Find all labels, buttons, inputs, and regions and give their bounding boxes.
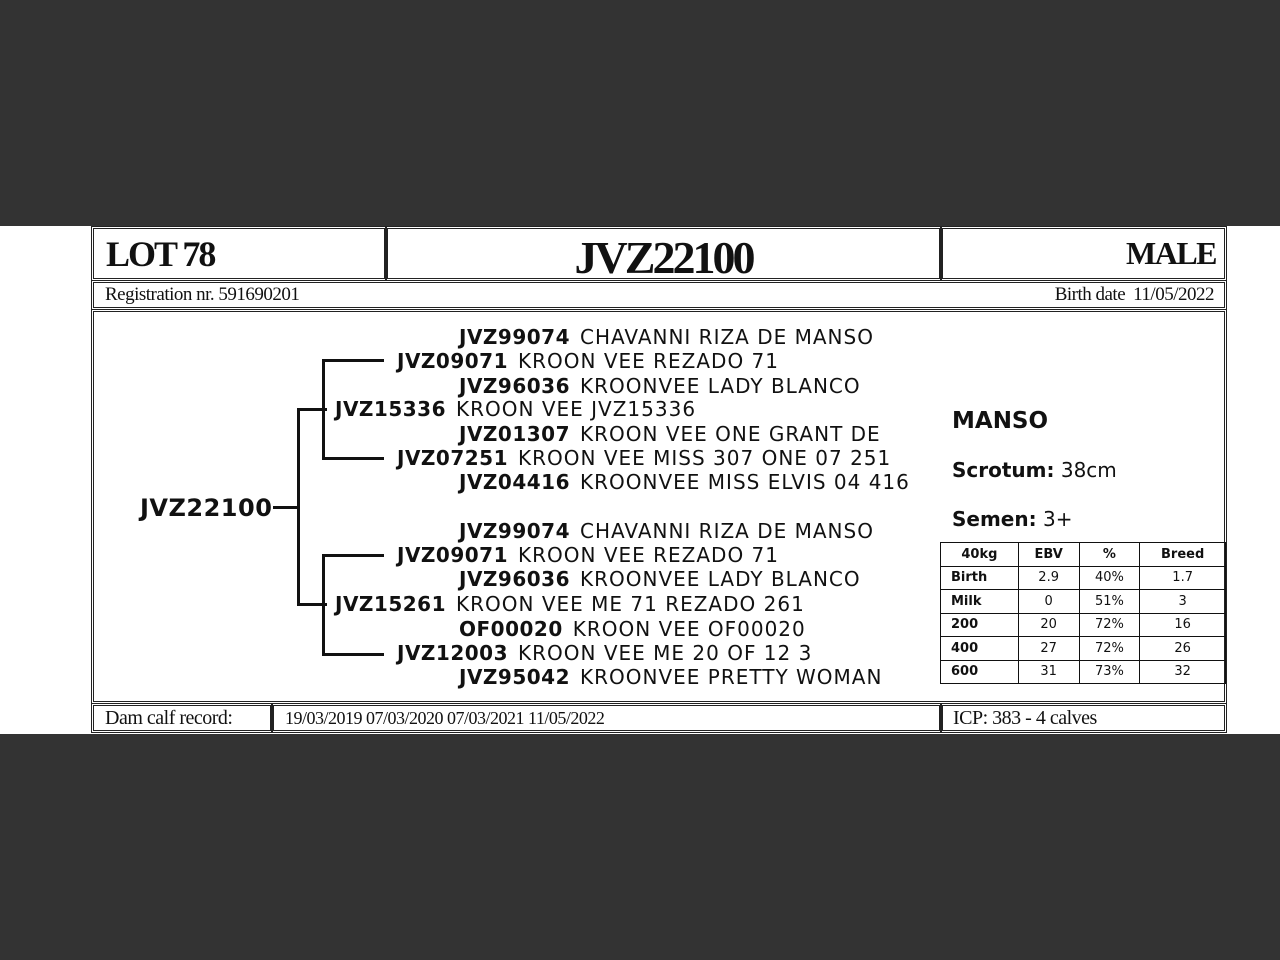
animal-code: JVZ96036 <box>459 374 571 398</box>
table-row <box>941 660 1226 684</box>
pedigree-dam-sire-sire <box>459 521 874 541</box>
row-label: Milk <box>941 590 1019 614</box>
scrotum-info <box>952 458 1117 482</box>
table-cell: 26 <box>1140 637 1226 661</box>
table-cell: 2.9 <box>1018 566 1079 590</box>
row-label: 200 <box>941 613 1019 637</box>
pedigree-dam-sire-dam <box>459 569 861 589</box>
ebv-table <box>940 542 1226 684</box>
icp-value: ICP: 383 - 4 calves <box>953 707 1097 729</box>
animal-code: JVZ15336 <box>335 397 447 421</box>
table-cell: 3 <box>1140 590 1226 614</box>
animal-name: KROON VEE ME 20 OF 12 3 <box>518 641 813 665</box>
connector-line <box>322 554 325 656</box>
animal-code: JVZ09071 <box>397 543 509 567</box>
table-cell: 72% <box>1079 637 1140 661</box>
connector-line <box>322 457 384 460</box>
table-cell: 20 <box>1018 613 1079 637</box>
table-row <box>941 637 1226 661</box>
animal-code: JVZ15261 <box>335 592 447 616</box>
pedigree-dam-dam <box>397 643 812 663</box>
birth-date-label: Birth date <box>1054 284 1126 305</box>
row-label: 600 <box>941 660 1019 684</box>
connector-line <box>322 359 384 362</box>
animal-code: JVZ09071 <box>397 349 509 373</box>
table-cell: 73% <box>1079 660 1140 684</box>
table-cell: 1.7 <box>1140 566 1226 590</box>
animal-name: KROONVEE MISS ELVIS 04 416 <box>580 470 910 494</box>
icp-box <box>942 705 1225 731</box>
row-label: Birth <box>941 566 1019 590</box>
column-header: % <box>1079 543 1140 567</box>
registration-bar <box>93 282 1225 308</box>
pedigree-sire-sire-dam <box>459 376 861 396</box>
pedigree-dam-dam-sire <box>459 619 806 639</box>
scrotum-value: 38cm <box>1060 458 1117 482</box>
pedigree-dam-sire <box>397 545 779 565</box>
semen-label: Semen: <box>952 507 1037 531</box>
dam-calf-dates: 19/03/2019 07/03/2020 07/03/2021 11/05/2022 <box>285 708 605 728</box>
connector-line <box>322 359 325 460</box>
connector-line <box>273 506 298 509</box>
lot-box <box>93 228 385 279</box>
lot-number: LOT 78 <box>106 234 215 274</box>
pedigree-sire <box>335 399 696 419</box>
birth-date <box>1055 284 1214 306</box>
table-cell: 31 <box>1018 660 1079 684</box>
table-row <box>941 613 1226 637</box>
animal-name: KROON VEE REZADO 71 <box>518 349 780 373</box>
column-header: 40kg <box>941 543 1019 567</box>
animal-sex: MALE <box>1126 235 1216 271</box>
animal-name: CHAVANNI RIZA DE MANSO <box>580 519 874 543</box>
pedigree-dam-dam-dam <box>459 667 882 687</box>
connector-line <box>297 408 300 606</box>
animal-id-box <box>387 228 940 283</box>
table-row <box>941 566 1226 590</box>
animal-name: KROON VEE OF00020 <box>572 617 806 641</box>
dam-calf-dates-box <box>273 705 940 731</box>
column-header: EBV <box>1018 543 1079 567</box>
birth-date-value: 11/05/2022 <box>1133 284 1214 305</box>
dam-calf-label-box <box>93 705 271 731</box>
pedigree-dam <box>335 594 805 614</box>
animal-name: KROON VEE ME 71 REZADO 261 <box>456 592 805 616</box>
table-cell: 72% <box>1079 613 1140 637</box>
pedigree-sire-sire-sire <box>459 327 874 347</box>
animal-code: JVZ99074 <box>459 325 571 349</box>
table-row <box>941 590 1226 614</box>
column-header: Breed <box>1140 543 1226 567</box>
animal-code: JVZ96036 <box>459 567 571 591</box>
table-cell: 32 <box>1140 660 1226 684</box>
pedigree-sire-dam-dam <box>459 472 910 492</box>
animal-code: JVZ07251 <box>397 446 509 470</box>
row-label: 400 <box>941 637 1019 661</box>
pedigree-subject: JVZ22100 <box>140 494 273 522</box>
connector-line <box>322 653 384 656</box>
pedigree-sire-dam <box>397 448 891 468</box>
animal-code: JVZ04416 <box>459 470 571 494</box>
sex-box <box>942 228 1225 279</box>
table-cell: 27 <box>1018 637 1079 661</box>
animal-code: JVZ01307 <box>459 422 571 446</box>
table-cell: 40% <box>1079 566 1140 590</box>
animal-name: KROON VEE ONE GRANT DE <box>580 422 881 446</box>
animal-name: KROON VEE REZADO 71 <box>518 543 780 567</box>
animal-name: KROONVEE LADY BLANCO <box>580 567 861 591</box>
animal-code: JVZ99074 <box>459 519 571 543</box>
scrotum-label: Scrotum: <box>952 458 1055 482</box>
animal-code: JVZ12003 <box>397 641 509 665</box>
animal-name: KROON VEE JVZ15336 <box>456 397 697 421</box>
animal-name: KROON VEE MISS 307 ONE 07 251 <box>518 446 892 470</box>
table-header-row <box>941 543 1226 567</box>
animal-id: JVZ22100 <box>574 232 753 283</box>
farm-name: MANSO <box>952 408 1049 434</box>
semen-info <box>952 507 1072 531</box>
animal-name: CHAVANNI RIZA DE MANSO <box>580 325 874 349</box>
animal-code: JVZ95042 <box>459 665 571 689</box>
connector-line <box>322 554 384 557</box>
animal-code: OF00020 <box>459 617 563 641</box>
table-cell: 16 <box>1140 613 1226 637</box>
animal-name: KROONVEE LADY BLANCO <box>580 374 861 398</box>
animal-name: KROONVEE PRETTY WOMAN <box>580 665 883 689</box>
table-cell: 51% <box>1079 590 1140 614</box>
table-cell: 0 <box>1018 590 1079 614</box>
pedigree-sire-dam-sire <box>459 424 881 444</box>
dam-calf-label: Dam calf record: <box>105 707 233 729</box>
registration-number: Registration nr. 591690201 <box>105 284 300 305</box>
semen-value: 3+ <box>1042 507 1073 531</box>
pedigree-sire-sire <box>397 351 779 371</box>
